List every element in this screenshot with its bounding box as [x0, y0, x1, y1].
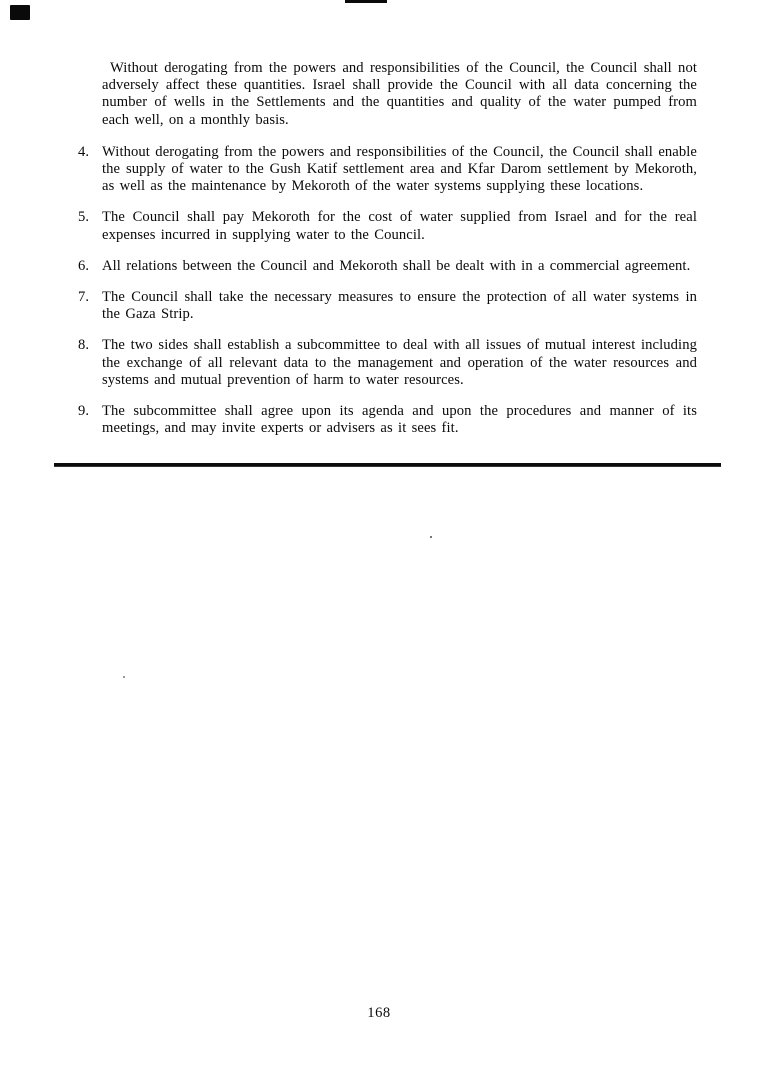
paragraph-number: 9.	[78, 403, 90, 420]
paragraph-text: The subcommittee shall agree upon its agenda and upon the procedures and manner of its meetings, and may invite experts or advisers as it sees fit.	[102, 403, 697, 437]
paragraph-text: The two sides shall establish a subcommittee to deal with all issues of mutual interest including the exchange of all relevant data to the management and operation of the water resources and systems and mutual prevention of harm to water resources.	[102, 337, 697, 388]
paragraph-number: 6.	[78, 257, 90, 274]
intro-paragraph: Without derogating from the powers and responsibilities of the Council, the Council shall not adversely affect these quantities. Israel shall provide the Council with all data concerning the number of wells in the Settlements and the quantities and quality of the water pumped from each well, on a monthly basis.	[102, 60, 697, 128]
paragraph-text: Without derogating from the powers and responsibilities of the Council, the Council shall enable the supply of water to the Gush Katif settlement area and Kfar Darom settlement by Mekoroth, as well as the maintenance by Mekoroth of the water systems supplying these locations.	[102, 143, 697, 195]
paragraph-text: All relations between the Council and Mekoroth shall be dealt with in a commercial agreement.	[102, 257, 691, 274]
paragraph-number: 4.	[78, 143, 90, 160]
scan-speck	[123, 676, 125, 678]
paragraph-text: The Council shall pay Mekoroth for the cost of water supplied from Israel and for the real expenses incurred in supplying water to the Council.	[102, 209, 697, 243]
paragraph-number: 7.	[78, 289, 90, 306]
numbered-paragraph	[78, 403, 698, 437]
numbered-paragraph	[78, 258, 698, 275]
paragraph-number: 8.	[78, 337, 90, 354]
paragraph-text: The Council shall take the necessary measures to ensure the protection of all water systems in the Gaza Strip.	[102, 289, 697, 323]
numbered-paragraph	[78, 209, 698, 243]
paragraph-number: 5.	[78, 209, 90, 226]
scan-artifact-mark	[10, 5, 30, 20]
page-number: 168	[367, 1005, 391, 1021]
numbered-paragraph	[78, 337, 698, 389]
numbered-paragraph	[78, 289, 698, 323]
scan-speck	[430, 536, 432, 538]
scan-artifact-line	[345, 0, 387, 3]
section-divider-rule	[54, 463, 721, 467]
numbered-paragraph	[78, 144, 698, 196]
text-block	[78, 60, 698, 467]
